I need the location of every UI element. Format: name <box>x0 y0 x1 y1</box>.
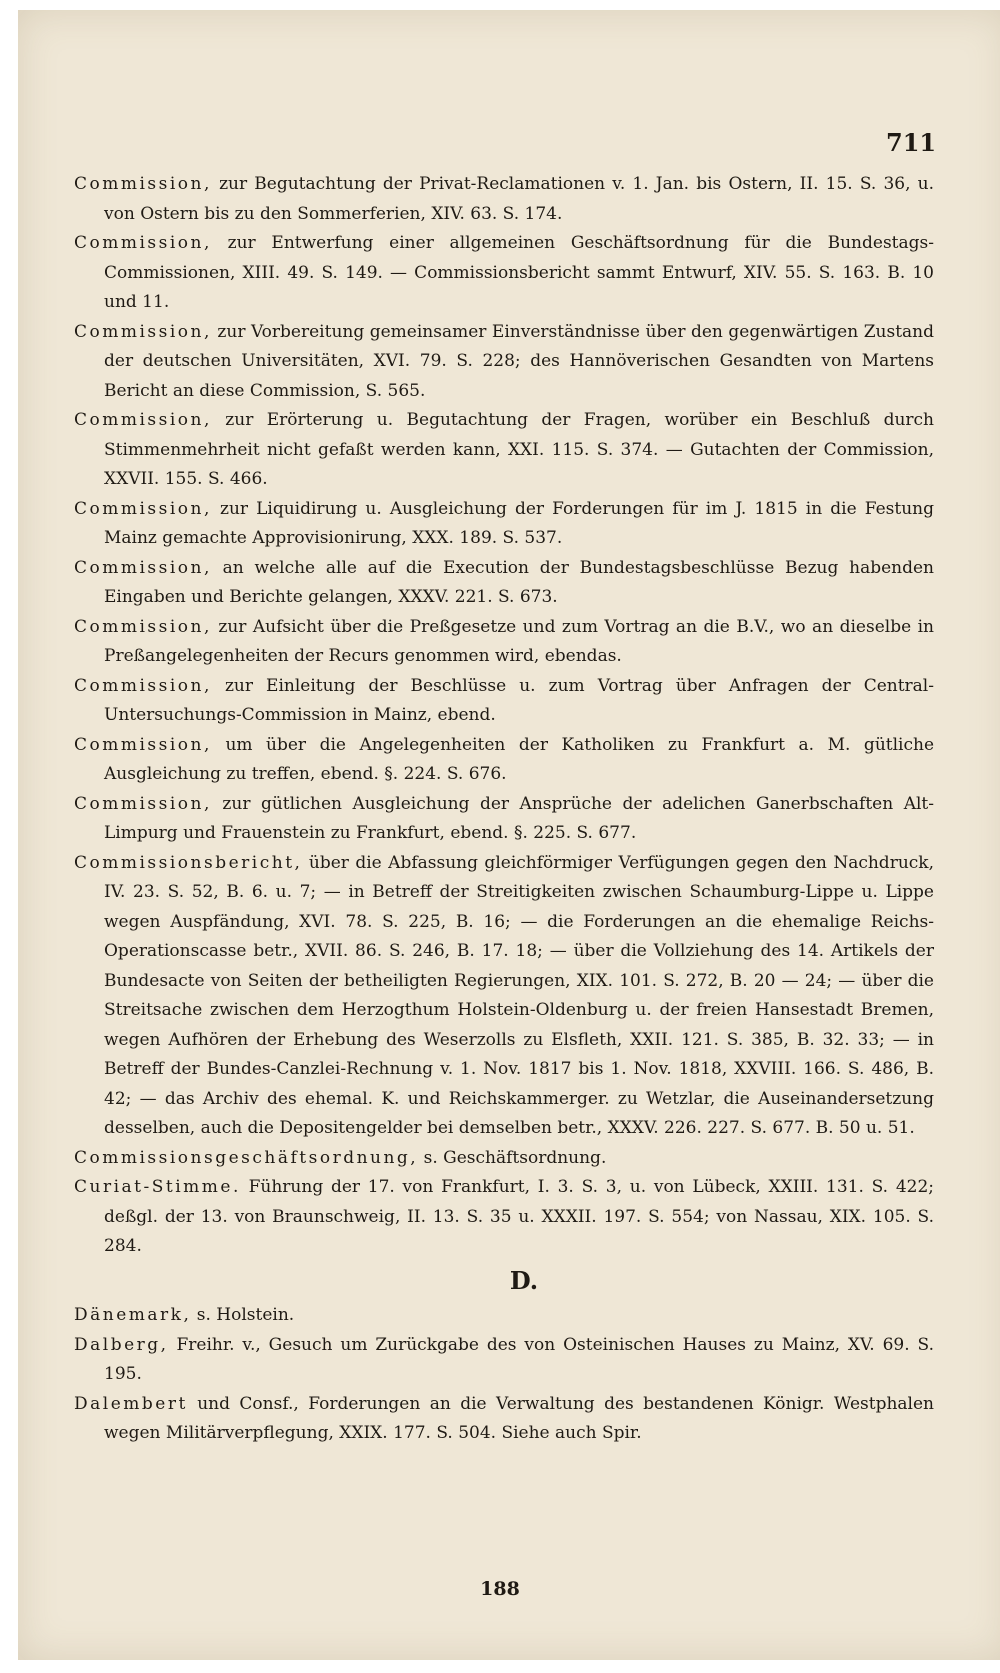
entry-text: Führung der 17. von Frankfurt, I. 3. S. 3, u. von Lübeck, XXIII. 131. S. 422; deßgl. der 13. von Braunschweig, II. 13. S. 35 u. XXXII. 197. S. 554; von Nassau, XIX. 105. S. 284. <box>104 1177 934 1256</box>
entry-headword: Dalembert <box>74 1393 188 1414</box>
entry-text: Freihr. v., Gesuch um Zurückgabe des von Osteinischen Hauses zu Mainz, XV. 69. S. 195. <box>104 1334 934 1384</box>
entry-text: und Consf., Forderungen an die Verwaltung des bestandenen Königr. Westphalen wegen Militärverpflegung, XXIX. 177. S. 504. Siehe auch Spir. <box>104 1393 934 1443</box>
entry-text: zur Liquidirung u. Ausgleichung der Forderungen für im J. 1815 in die Festung Mainz gemachte Approvisionirung, XXX. 189. S. 537. <box>104 498 934 548</box>
book-page <box>18 10 1000 1660</box>
index-entries <box>74 170 934 1449</box>
entry-text: an welche alle auf die Execution der Bundestagsbeschlüsse Bezug habenden Eingaben und Berichte gelangen, XXXV. 221. S. 673. <box>104 557 934 607</box>
entry-text: zur Begutachtung der Privat-Reclamationen v. 1. Jan. bis Ostern, II. 15. S. 36, u. von Ostern bis zu den Sommerferien, XIV. 63. S. 174. <box>104 174 934 224</box>
index-entry <box>74 613 934 672</box>
entry-headword: Commission, <box>74 734 212 755</box>
entry-text: zur Einleitung der Beschlüsse u. zum Vortrag über Anfragen der Central-Untersuchungs-Commission in Mainz, ebend. <box>104 675 934 725</box>
page-number-top: 711 <box>886 128 937 157</box>
entry-headword: Commission, <box>74 616 212 637</box>
entry-headword: Commission, <box>74 557 212 578</box>
entry-headword: Commission, <box>74 233 212 253</box>
entry-headword: Commissionsgeschäftsordnung, <box>74 1147 419 1168</box>
entries-d-list <box>74 1301 934 1449</box>
entry-text: zur Vorbereitung gemeinsamer Einverständnisse über den gegenwärtigen Zustand der deutschen Universitäten, XVI. 79. S. 228; des Hannöverischen Gesandten von Martens Bericht an diese Commission, S. 565. <box>104 321 934 401</box>
entry-text: zur gütlichen Ausgleichung der Ansprüche der adelichen Ganerbschaften Alt-Limpurg und Frauenstein zu Frankfurt, ebend. §. 225. S. 677. <box>104 793 934 843</box>
index-entry <box>74 849 934 1144</box>
index-entry <box>74 495 934 554</box>
entries-c-list <box>74 170 934 1262</box>
index-entry <box>74 790 934 849</box>
page-number-bottom: 188 <box>480 1578 520 1600</box>
index-entry <box>74 1331 934 1390</box>
entry-text: zur Entwerfung einer allgemeinen Geschäftsordnung für die Bundestags-Commissionen, XIII. 49. S. 149. — Commissionsbericht sammt Entwurf, XIV. 55. S. 163. B. 10 und 11. <box>104 233 934 312</box>
entry-headword: Dänemark, <box>74 1305 192 1325</box>
entry-headword: Commission, <box>74 793 212 814</box>
entry-headword: Curiat-Stimme. <box>74 1177 241 1197</box>
index-entry <box>74 229 934 318</box>
entry-text: zur Erörterung u. Begutachtung der Fragen, worüber ein Beschluß durch Stimmenmehrheit nicht gefaßt werden kann, XXI. 115. S. 374. — Gutachten der Commission, XXVII. 155. S. 466. <box>104 410 934 489</box>
index-entry <box>74 1144 934 1174</box>
entry-headword: Commission, <box>74 675 212 696</box>
index-entry <box>74 554 934 613</box>
entry-headword: Commission, <box>74 498 212 519</box>
entry-headword: Commissionsbericht, <box>74 852 303 873</box>
entry-text: s. Holstein. <box>191 1305 295 1325</box>
entry-text: über die Abfassung gleichförmiger Verfügungen gegen den Nachdruck, IV. 23. S. 52, B. 6. u. 7; — in Betreff der Streitigkeiten zwischen Schaumburg-Lippe u. Lippe wegen Auspfändung, XVI. 78. S. 225, B. 16; — die Forderungen an die ehemalige Reichs-Operationscasse betr., XVII. 86. S. 246, B. 17. 18; — über die Vollziehung des 14. Artikels der Bundesacte von Seiten der betheiligten Regierungen, XIX. 101. S. 272, B. 20 — 24; — über die Streitsache zwischen dem Herzogthum Holstein-Oldenburg u. der freien Hansestadt Bremen, wegen Aufhören der Erhebung des Weserzolls zu Elsfleth, XXII. 121. S. 385, B. 32. 33; — in Betreff der Bundes-Canzlei-Rechnung v. 1. Nov. 1817 bis 1. Nov. 1818, XXVIII. 166. S. 486, B. 42; — das Archiv des ehemal. K. und Reichskammerger. zu Wetzlar, die Auseinandersetzung desselben, auch die Depositengelder bei demselben betr., XXXV. 226. 227. S. 677. B. 50 u. 51. <box>104 852 934 1138</box>
index-entry <box>74 1173 934 1262</box>
entry-text: um über die Angelegenheiten der Katholiken zu Frankfurt a. M. gütliche Ausgleichung zu treffen, ebend. §. 224. S. 676. <box>104 734 934 784</box>
entry-text: s. Geschäftsordnung. <box>418 1147 607 1168</box>
index-entry <box>74 318 934 407</box>
index-entry <box>74 1390 934 1449</box>
entry-headword: Commission, <box>74 410 212 430</box>
index-entry <box>74 1301 934 1331</box>
index-entry <box>74 672 934 731</box>
entry-headword: Commission, <box>74 321 212 342</box>
index-entry <box>74 170 934 229</box>
section-heading: D. <box>509 1265 539 1295</box>
entry-text: zur Aufsicht über die Preßgesetze und zum Vortrag an die B.V., wo an dieselbe in Preßangelegenheiten der Recurs genommen wird, ebendas. <box>104 616 934 666</box>
index-entry <box>74 406 934 495</box>
entry-headword: Commission, <box>74 174 212 194</box>
entry-headword: Dalberg, <box>74 1334 169 1355</box>
index-entry <box>74 731 934 790</box>
